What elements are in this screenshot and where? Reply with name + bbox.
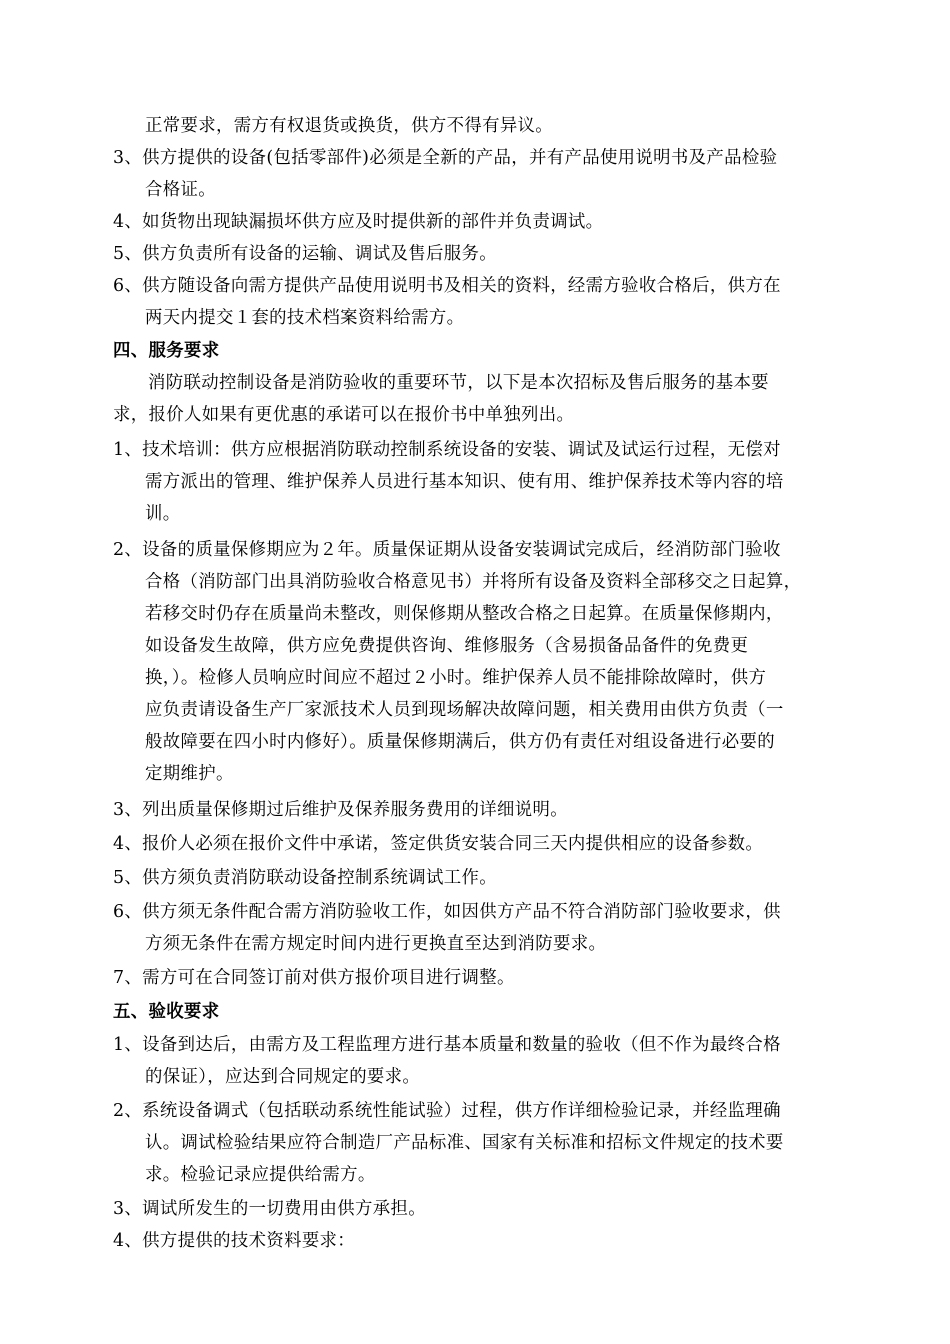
list-item: 3、列出质量保修期过后维护及保养服务费用的详细说明。 — [113, 800, 568, 820]
list-item: 4、报价人必须在报价文件中承诺，签定供货安装合同三天内提供相应的设备参数。 — [113, 834, 764, 854]
body-line: 求。检验记录应提供给需方。 — [145, 1165, 376, 1185]
body-line: 需方派出的管理、维护保养人员进行基本知识、使有用、维护保养技术等内容的培 — [145, 472, 784, 492]
body-line: 般故障要在四小时内修好）。质量保修期满后，供方仍有责任对组设备进行必要的 — [145, 732, 775, 752]
body-line: 合格（消防部门出具消防验收合格意见书）并将所有设备及资料全部移交之日起算， — [145, 572, 802, 592]
paragraph-line: 求，报价人如果有更优惠的承诺可以在报价书中单独列出。 — [113, 405, 575, 425]
body-line: 合格证。 — [145, 180, 216, 200]
list-item: 1、技术培训：供方应根据消防联动控制系统设备的安装、调试及试运行过程，无偿对 — [113, 440, 781, 460]
body-line: 认。调试检验结果应符合制造厂产品标准、国家有关标准和招标文件规定的技术要 — [145, 1133, 784, 1153]
list-item: 1、设备到达后，由需方及工程监理方进行基本质量和数量的验收（但不作为最终合格 — [113, 1035, 781, 1055]
list-item: 2、系统设备调式（包括联动系统性能试验）过程，供方作详细检验记录，并经监理确 — [113, 1101, 781, 1121]
list-item: 7、需方可在合同签订前对供方报价项目进行调整。 — [113, 968, 515, 988]
body-line: 定期维护。 — [145, 764, 234, 784]
list-item: 4、供方提供的技术资料要求： — [113, 1231, 356, 1251]
body-line: 正常要求，需方有权退货或换货，供方不得有异议。 — [145, 116, 554, 136]
list-item: 5、供方须负责消防联动设备控制系统调试工作。 — [113, 868, 497, 888]
list-item: 4、如货物出现缺漏损坏供方应及时提供新的部件并负责调试。 — [113, 212, 604, 232]
list-item: 3、供方提供的设备(包括零部件)必须是全新的产品，并有产品使用说明书及产品检验 — [113, 148, 778, 168]
body-line: 两天内提交１套的技术档案资料给需方。 — [145, 308, 465, 328]
body-line: 若移交时仍存在质量尚未整改，则保修期从整改合格之日起算。在质量保修期内， — [145, 604, 784, 624]
list-item: 3、调试所发生的一切费用由供方承担。 — [113, 1199, 427, 1219]
body-line: 训。 — [145, 504, 181, 524]
body-line: 的保证），应达到合同规定的要求。 — [145, 1067, 421, 1087]
list-item: 6、供方随设备向需方提供产品使用说明书及相关的资料，经需方验收合格后，供方在 — [113, 276, 781, 296]
list-item: 5、供方负责所有设备的运输、调试及售后服务。 — [113, 244, 497, 264]
section-heading-service: 四、服务要求 — [113, 341, 220, 361]
paragraph-line: 消防联动控制设备是消防验收的重要环节，以下是本次招标及售后服务的基本要 — [148, 373, 769, 393]
list-item: 2、设备的质量保修期应为２年。质量保证期从设备安装调试完成后，经消防部门验收 — [113, 540, 781, 560]
section-heading-acceptance: 五、验收要求 — [113, 1002, 220, 1022]
body-line: 换，）。检修人员响应时间应不超过２小时。维护保养人员不能排除故障时，供方 — [145, 668, 767, 688]
body-line: 如设备发生故障，供方应免费提供咨询、维修服务（含易损备品备件的免费更 — [145, 636, 749, 656]
body-line: 应负责请设备生产厂家派技术人员到现场解决故障问题，相关费用由供方负责（一 — [145, 700, 784, 720]
list-item: 6、供方须无条件配合需方消防验收工作，如因供方产品不符合消防部门验收要求，供 — [113, 902, 781, 922]
body-line: 方须无条件在需方规定时间内进行更换直至达到消防要求。 — [145, 934, 607, 954]
